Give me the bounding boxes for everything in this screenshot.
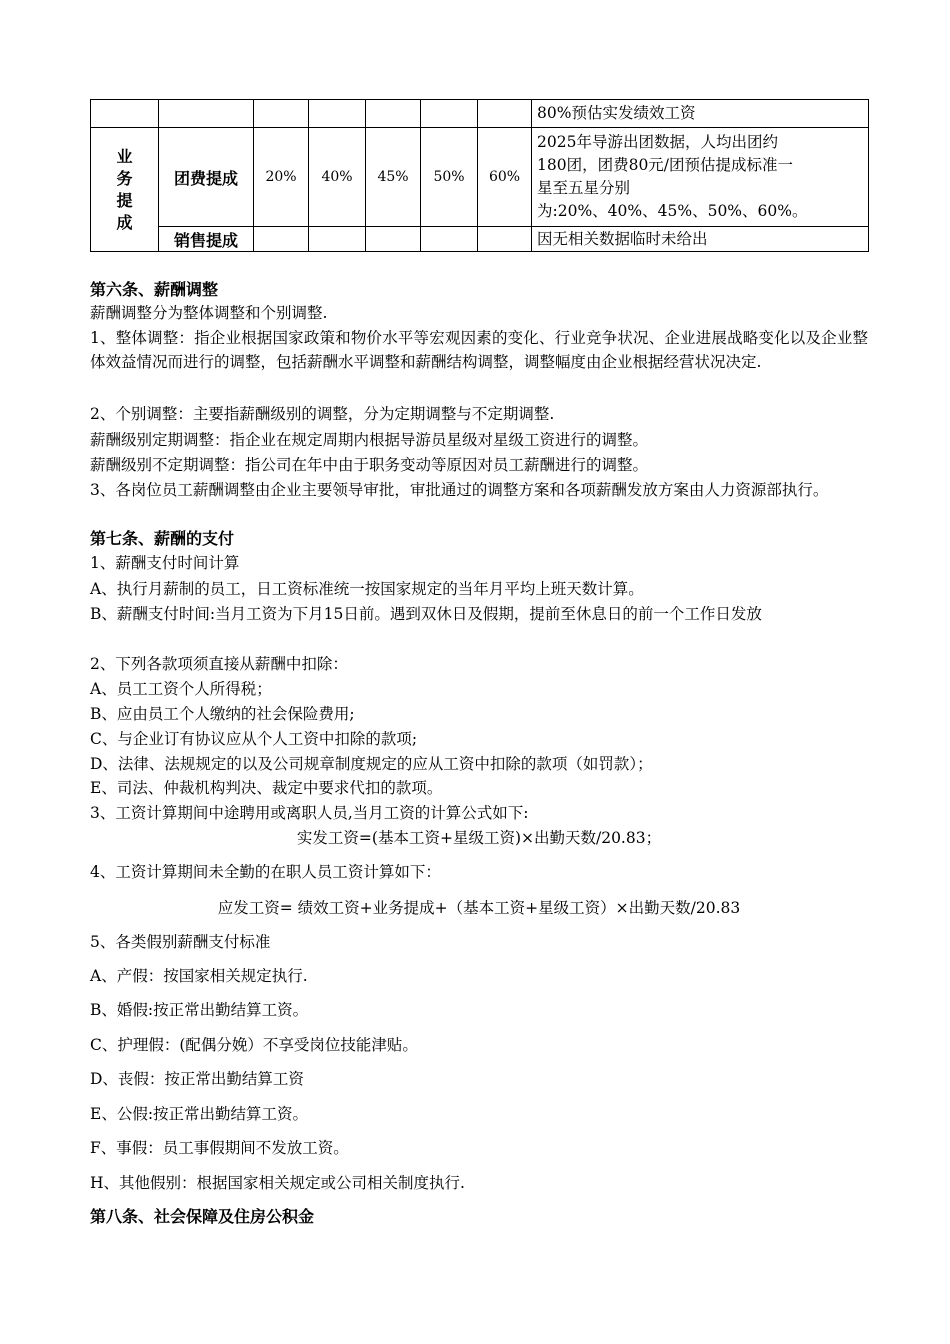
table-row xyxy=(91,100,869,128)
paragraph: E、公假:按正常出勤结算工资。 xyxy=(90,1105,309,1123)
category-label: 业务提成 xyxy=(116,146,133,232)
paragraph: A、员工工资个人所得税； xyxy=(90,680,272,698)
paragraph: 薪酬调整分为整体调整和个别调整. xyxy=(90,304,328,322)
table-cell-rate xyxy=(421,227,478,252)
commission-table xyxy=(90,99,869,252)
table-cell-category xyxy=(91,128,159,252)
table-cell-remark: 因无相关数据临时未给出 xyxy=(532,227,869,252)
remark-line: 星至五星分别 xyxy=(537,179,631,197)
paragraph: 2、个别调整：主要指薪酬级别的调整，分为定期调整与不定期调整. xyxy=(90,405,555,423)
paragraph: H、其他假别：根据国家相关规定或公司相关制度执行. xyxy=(90,1174,465,1192)
paragraph: D、法律、法规规定的以及公司规章制度规定的应从工资中扣除的款项（如罚款）； xyxy=(90,755,653,773)
table-cell-rate: 50% xyxy=(421,128,478,227)
table-row xyxy=(91,227,869,252)
table-cell-rate: 45% xyxy=(366,128,421,227)
table-cell-rate: 40% xyxy=(309,128,366,227)
paragraph: 3、各岗位员工薪酬调整由企业主要领导审批，审批通过的调整方案和各项薪酬发放方案由人力资源部执行。 xyxy=(90,481,829,499)
table-cell-rate xyxy=(254,227,309,252)
paragraph: 4、工资计算期间未全勤的在职人员工资计算如下： xyxy=(90,863,441,881)
table-cell-rate xyxy=(309,227,366,252)
paragraph: F、事假：员工事假期间不发放工资。 xyxy=(90,1139,349,1157)
table-cell-remark: 80%预估实发绩效工资 xyxy=(532,100,869,128)
remark-line: 2025年导游出团数据，人均出团约 xyxy=(537,133,778,151)
paragraph: 1、整体调整：指企业根据国家政策和物价水平等宏观因素的变化、行业竞争状况、企业进展战略变化以及企业整体效益情况而进行的调整，包括薪酬水平调整和薪酬结构调整，调整幅度由企业根据经营状况决定. xyxy=(90,329,868,371)
section-heading: 第六条、薪酬调整 xyxy=(90,280,219,299)
section-heading: 第八条、社会保障及住房公积金 xyxy=(90,1207,315,1226)
table-cell-remark xyxy=(532,128,869,227)
paragraph: E、司法、仲裁机构判决、裁定中要求代扣的款项。 xyxy=(90,779,443,797)
paragraph: 2、下列各款项须直接从薪酬中扣除： xyxy=(90,655,348,673)
table-cell-rate: 20% xyxy=(254,128,309,227)
formula: 应发工资= 绩效工资+业务提成+（基本工资+星级工资）×出勤天数/20.83 xyxy=(217,899,741,917)
table-cell-item: 团费提成 xyxy=(159,128,254,227)
remark-line: 180团，团费80元/团预估提成标准一 xyxy=(537,156,794,174)
table-cell-item: 销售提成 xyxy=(159,227,254,252)
paragraph: B、薪酬支付时间:当月工资为下月15日前。遇到双休日及假期，提前至休息日的前一个工作日发放 xyxy=(90,605,762,623)
section-heading: 第七条、薪酬的支付 xyxy=(90,529,235,548)
paragraph: A、产假：按国家相关规定执行. xyxy=(90,967,308,985)
paragraph: C、护理假：(配偶分娩）不享受岗位技能津贴。 xyxy=(90,1036,418,1054)
table-row xyxy=(91,128,869,227)
paragraph: B、应由员工个人缴纳的社会保险费用; xyxy=(90,705,355,723)
paragraph: 薪酬级别定期调整：指企业在规定周期内根据导游员星级对星级工资进行的调整。 xyxy=(90,431,649,449)
table-cell-rate xyxy=(478,227,532,252)
remark-line: 为:20%、40%、45%、50%、60%。 xyxy=(537,202,808,220)
paragraph: 1、薪酬支付时间计算 xyxy=(90,554,240,572)
paragraph: D、丧假：按正常出勤结算工资 xyxy=(90,1070,304,1088)
paragraph: 5、各类假别薪酬支付标准 xyxy=(90,933,271,951)
paragraph: A、执行月薪制的员工，日工资标准统一按国家规定的当年月平均上班天数计算。 xyxy=(90,580,644,598)
table-cell-rate: 60% xyxy=(478,128,532,227)
paragraph: B、婚假:按正常出勤结算工资。 xyxy=(90,1001,309,1019)
paragraph: 3、工资计算期间中途聘用或离职人员,当月工资的计算公式如下: xyxy=(90,804,529,822)
paragraph: 薪酬级别不定期调整：指公司在年中由于职务变动等原因对员工薪酬进行的调整。 xyxy=(90,456,649,474)
paragraph: C、与企业订有协议应从个人工资中扣除的款项; xyxy=(90,730,418,748)
formula: 实发工资=(基本工资+星级工资)×出勤天数/20.83； xyxy=(296,829,662,847)
table-cell-rate xyxy=(366,227,421,252)
